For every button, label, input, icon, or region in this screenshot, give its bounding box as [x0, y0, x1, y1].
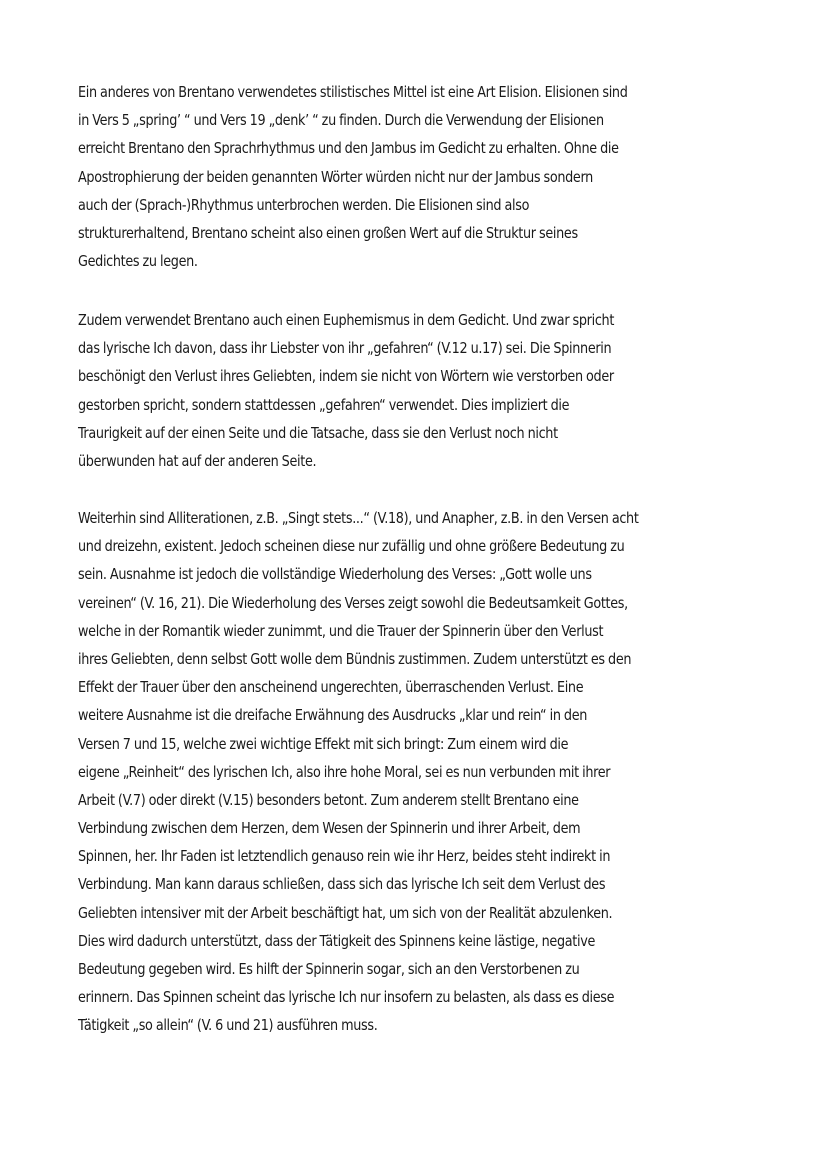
- text-line: Verbindung. Man kann daraus schließen, dass sich das lyrische Ich seit dem Verlust des: [78, 875, 606, 894]
- text-line: erreicht Brentano den Sprachrhythmus und den Jambus im Gedicht zu erhalten. Ohne die: [78, 139, 619, 158]
- text-line: Gedichtes zu legen.: [78, 252, 198, 271]
- text-line: überwunden hat auf der anderen Seite.: [78, 451, 317, 470]
- text-line: Dies wird dadurch unterstützt, dass der Tätigkeit des Spinnens keine lästige, negative: [78, 931, 596, 950]
- text-line: Bedeutung gegeben wird. Es hilft der Spinnerin sogar, sich an den Verstorbenen zu: [78, 960, 580, 978]
- text-line: vereinen“ (V. 16, 21). Die Wiederholung des Verses zeigt sowohl die Bedeutsamkeit Gottes,: [78, 593, 628, 612]
- text-line: ihres Geliebten, denn selbst Gott wolle dem Bündnis zustimmen. Zudem unterstützt es den: [78, 649, 632, 668]
- text-line: Weiterhin sind Alliterationen, z.B. „Singt stets...“ (V.18), und Anapher, z.B. in den Versen acht: [78, 509, 639, 527]
- paragraph-alliterations: [78, 504, 758, 1040]
- text-line: Spinnen, her. Ihr Faden ist letztendlich genauso rein wie ihr Herz, beides steht indirekt in: [78, 847, 611, 866]
- text-line: auch der (Sprach-)Rhythmus unterbrochen werden. Die Elisionen sind also: [78, 195, 530, 214]
- text-line: das lyrische Ich davon, dass ihr Liebster von ihr „gefahren“ (V.12 u.17) sei. Die Spinnerin: [78, 339, 612, 358]
- text-line: Verbindung zwischen dem Herzen, dem Wesen der Spinnerin und ihrer Arbeit, dem: [78, 819, 581, 838]
- paragraph-euphemism: [78, 306, 758, 475]
- text-line: Tätigkeit „so allein“ (V. 6 und 21) ausführen muss.: [78, 1016, 378, 1035]
- text-line: Versen 7 und 15, welche zwei wichtige Effekt mit sich bringt: Zum einem wird die: [78, 734, 569, 753]
- text-line: Traurigkeit auf der einen Seite und die Tatsache, dass sie den Verlust noch nicht: [78, 423, 558, 442]
- text-line: gestorben spricht, sondern stattdessen „gefahren“ verwendet. Dies impliziert die: [78, 395, 570, 414]
- text-line: Ein anderes von Brentano verwendetes stilistisches Mittel ist eine Art Elision. Elisionen sind: [78, 83, 628, 101]
- text-line: sein. Ausnahme ist jedoch die vollständige Wiederholung des Verses: „Gott wolle uns: [78, 565, 592, 584]
- text-line: Apostrophierung der beiden genannten Wörter würden nicht nur der Jambus sondern: [78, 167, 593, 186]
- text-line: in Vers 5 „spring’ “ und Vers 19 „denk’ “ zu finden. Durch die Verwendung der Elisionen: [78, 111, 604, 130]
- text-line: und dreizehn, existent. Jedoch scheinen diese nur zufällig und ohne größere Bedeutung zu: [78, 537, 625, 556]
- text-line: erinnern. Das Spinnen scheint das lyrische Ich nur insofern zu belasten, als dass es diese: [78, 988, 615, 1007]
- text-line: Arbeit (V.7) oder direkt (V.15) besonders betont. Zum anderem stellt Brentano eine: [78, 790, 579, 809]
- text-line: Zudem verwendet Brentano auch einen Euphemismus in dem Gedicht. Und zwar spricht: [78, 311, 615, 329]
- text-line: welche in der Romantik wieder zunimmt, und die Trauer der Spinnerin über den Verlust: [78, 621, 604, 640]
- text-line: Effekt der Trauer über den anscheinend ungerechten, überraschenden Verlust. Eine: [78, 678, 584, 697]
- text-line: eigene „Reinheit“ des lyrischen Ich, also ihre hohe Moral, sei es nun verbunden mit ihrer: [78, 762, 611, 781]
- text-line: weitere Ausnahme ist die dreifache Erwähnung des Ausdrucks „klar und rein“ in den: [78, 706, 588, 725]
- text-line: strukturerhaltend, Brentano scheint also einen großen Wert auf die Struktur seines: [78, 223, 578, 242]
- text-line: beschönigt den Verlust ihres Geliebten, indem sie nicht von Wörtern wie verstorben oder: [78, 367, 614, 386]
- paragraph-elision: [78, 78, 758, 275]
- text-line: Geliebten intensiver mit der Arbeit beschäftigt hat, um sich von der Realität abzulenken.: [78, 903, 613, 922]
